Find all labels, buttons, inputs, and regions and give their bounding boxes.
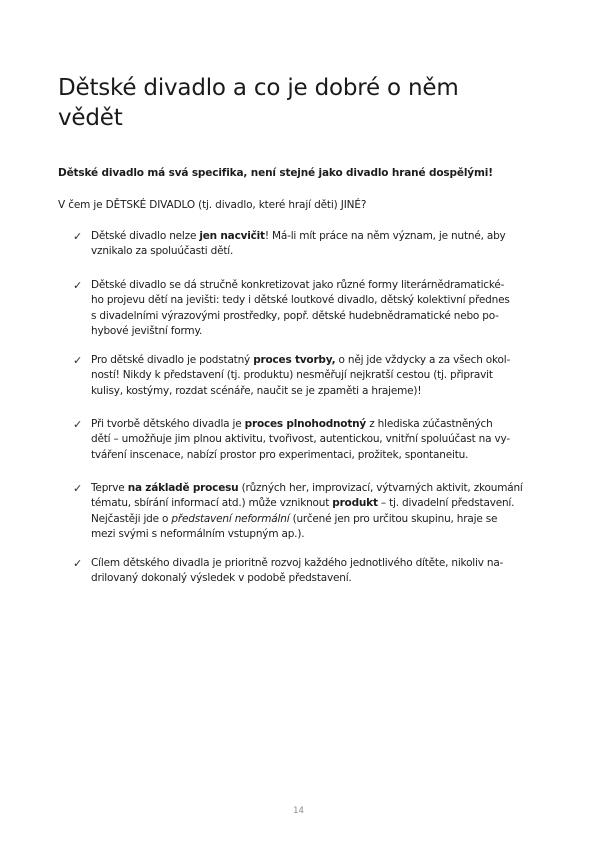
lead-statement: Dětské divadlo má svá specifika, není stejné jako divadlo hrané dospělými!	[58, 167, 493, 179]
checkmark-icon: ✓	[73, 230, 83, 243]
list-item-text	[91, 481, 521, 543]
text-line	[91, 448, 521, 463]
text-line	[91, 353, 521, 368]
text-segment: ho projevu dětí na jevišti: tedy i dětské loutkové divadlo, dětský kolektivní přednes	[91, 294, 510, 307]
text-line	[91, 496, 521, 511]
page-title	[58, 73, 518, 133]
emphasis-italic: představení neformální	[171, 512, 290, 525]
text-segment: o něj jde vždycky a za všech okol-	[335, 354, 511, 366]
text-segment: z hlediska zúčastněných	[366, 418, 493, 430]
text-line	[91, 481, 521, 496]
emphasis-bold: produkt	[332, 497, 378, 510]
text-segment: (různých her, improvizací, výtvarných aktivit, zkoumání	[238, 482, 523, 494]
text-line	[91, 417, 521, 432]
list-item-text	[91, 353, 521, 399]
text-segment: Cílem dětského divadla je prioritně rozvoj každého jednotlivého dítěte, nikoliv na-	[91, 557, 504, 569]
list-item-text	[91, 278, 521, 340]
text-segment: vznikalo za spoluúčasti dětí.	[91, 245, 234, 258]
text-segment: ! Má-li mít práce na něm význam, je nutné, aby	[264, 230, 506, 242]
text-segment: drilovaný dokonalý výsledek v podobě představení.	[91, 572, 352, 585]
list-item-text	[91, 417, 521, 463]
text-segment: Při tvorbě dětského divadla je	[91, 418, 245, 430]
text-segment: Nejčastěji jde o	[91, 512, 172, 525]
text-line	[91, 309, 521, 324]
text-segment: s divadelními výrazovými prostředky, popř. dětské hudebnědramatické nebo po-	[91, 309, 499, 322]
text-segment: Teprve	[91, 482, 128, 494]
text-line	[91, 384, 521, 399]
text-line	[91, 293, 521, 308]
text-line	[91, 571, 521, 586]
text-segment: kulisy, kostýmy, rozdat scénáře, naučit se je zpaměti a hrajeme)!	[91, 384, 422, 397]
emphasis-bold: jen nacvičit	[199, 230, 265, 242]
text-segment: hybové jevištní formy.	[91, 325, 203, 338]
text-segment: Dětské divadlo nelze	[91, 230, 200, 242]
text-line	[91, 432, 521, 447]
emphasis-bold: proces plnohodnotný	[244, 418, 367, 430]
intro-question: V čem je DĚTSKÉ DIVADLO (tj. divadlo, které hrají děti) JINÉ?	[58, 199, 367, 211]
text-line	[91, 556, 521, 571]
text-segment: tématu, sbírání informací atd.) může vzniknout	[91, 497, 333, 510]
text-segment: Pro dětské divadlo je podstatný	[91, 354, 254, 366]
list-item-text	[91, 556, 521, 587]
text-line	[91, 278, 521, 293]
text-segment: dětí – umožňuje jim plnou aktivitu, tvořivost, autentickou, vnitřní spoluúčast na vy-	[91, 433, 510, 446]
checkmark-icon: ✓	[73, 279, 83, 292]
text-segment: tváření inscenace, nabízí prostor pro experimentaci, prožitek, spontaneitu.	[91, 448, 469, 461]
text-line	[91, 229, 521, 244]
page-title-line-2: vědět	[58, 105, 123, 131]
text-line	[91, 324, 521, 339]
text-line	[91, 512, 521, 527]
emphasis-bold: proces tvorby,	[253, 354, 336, 366]
page-number: 14	[293, 806, 304, 816]
checkmark-icon: ✓	[73, 482, 83, 495]
page-title-line-1: Dětské divadlo a co je dobré o něm	[58, 75, 459, 101]
emphasis-bold: na základě procesu	[127, 482, 239, 494]
text-segment: (určené jen pro určitou skupinu, hraje se	[289, 512, 498, 525]
checkmark-icon: ✓	[73, 354, 83, 367]
text-segment: mezi svými s neformálním vstupným ap.).	[91, 528, 305, 541]
text-line	[91, 244, 521, 259]
checkmark-icon: ✓	[73, 557, 83, 570]
text-line	[91, 368, 521, 383]
text-segment: Dětské divadlo se dá stručně konkretizovat jako různé formy literárnědramatické-	[91, 279, 505, 291]
text-line	[91, 527, 521, 542]
text-segment: ností! Nikdy k představení (tj. produktu) nesměřují nejkratší cestou (tj. připravit	[91, 369, 493, 382]
list-item-text	[91, 229, 521, 260]
checkmark-icon: ✓	[73, 418, 83, 431]
text-segment: – tj. divadelní představení.	[377, 497, 515, 510]
